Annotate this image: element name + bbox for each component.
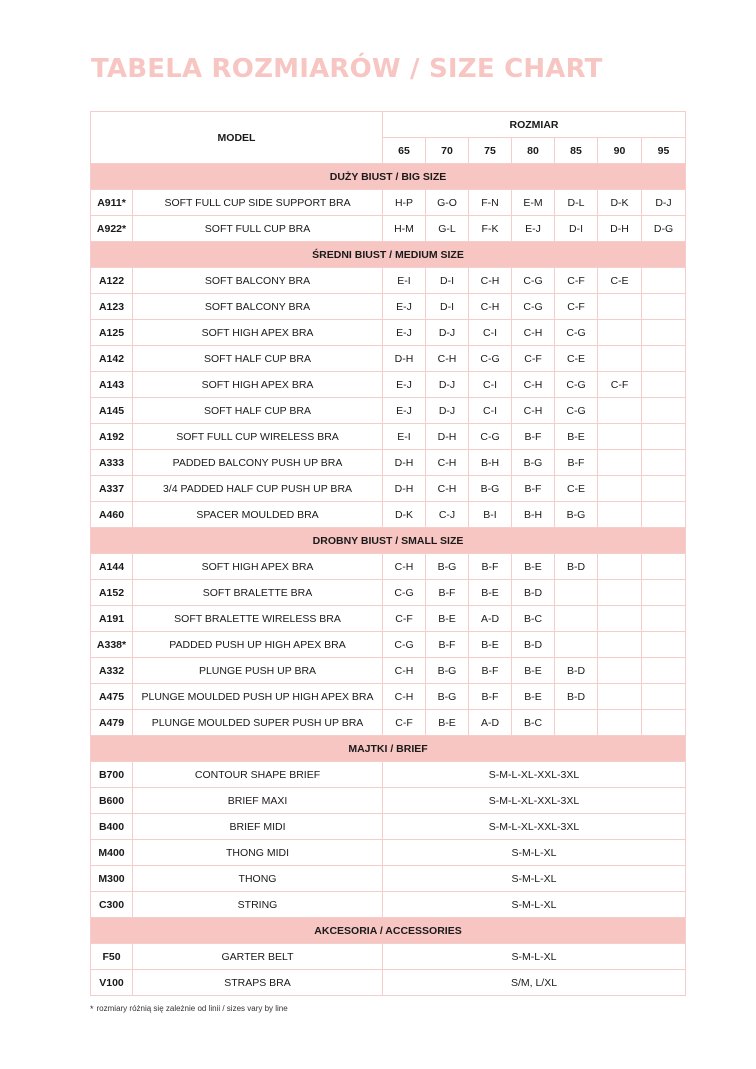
cup-range-cell: D-G — [642, 216, 686, 242]
cup-range-cell — [642, 268, 686, 294]
cup-range-cell: D-H — [383, 346, 426, 372]
cup-range-cell: D-J — [426, 372, 469, 398]
cup-range-cell: C-I — [469, 372, 512, 398]
cup-range-cell — [642, 554, 686, 580]
model-name: SOFT HIGH APEX BRA — [133, 320, 383, 346]
model-code: V100 — [91, 970, 133, 996]
table-row — [91, 710, 686, 736]
cup-range-cell: C-G — [469, 424, 512, 450]
cup-range-cell — [598, 294, 642, 320]
cup-range-cell — [555, 632, 598, 658]
cup-range-cell: B-G — [426, 658, 469, 684]
section-title: AKCESORIA / ACCESSORIES — [91, 918, 686, 944]
size-header-cell: 80 — [512, 138, 555, 164]
table-row — [91, 632, 686, 658]
cup-range-cell: C-G — [383, 632, 426, 658]
cup-range-cell — [598, 580, 642, 606]
cup-range-cell: C-G — [555, 398, 598, 424]
cup-range-cell: B-G — [512, 450, 555, 476]
model-code: A192 — [91, 424, 133, 450]
size-header-cell: 95 — [642, 138, 686, 164]
cup-range-cell: G-L — [426, 216, 469, 242]
table-row — [91, 294, 686, 320]
table-row — [91, 268, 686, 294]
model-code: B400 — [91, 814, 133, 840]
table-row — [91, 814, 686, 840]
model-code: M300 — [91, 866, 133, 892]
size-range-cell: S-M-L-XL-XXL-3XL — [383, 788, 686, 814]
cup-range-cell: D-I — [555, 216, 598, 242]
cup-range-cell: B-D — [512, 632, 555, 658]
cup-range-cell — [598, 554, 642, 580]
model-name: SPACER MOULDED BRA — [133, 502, 383, 528]
cup-range-cell: B-E — [469, 580, 512, 606]
cup-range-cell: C-H — [469, 268, 512, 294]
model-code: A460 — [91, 502, 133, 528]
model-code: A922* — [91, 216, 133, 242]
cup-range-cell: D-I — [426, 294, 469, 320]
cup-range-cell: G-O — [426, 190, 469, 216]
cup-range-cell: H-M — [383, 216, 426, 242]
cup-range-cell: B-F — [426, 580, 469, 606]
model-code: B700 — [91, 762, 133, 788]
cup-range-cell: C-H — [512, 320, 555, 346]
cup-range-cell: C-F — [555, 268, 598, 294]
table-row — [91, 372, 686, 398]
cup-range-cell — [598, 502, 642, 528]
model-name: SOFT HALF CUP BRA — [133, 346, 383, 372]
model-code: A479 — [91, 710, 133, 736]
table-row — [91, 476, 686, 502]
size-header-cell: 65 — [383, 138, 426, 164]
cup-range-cell: B-H — [512, 502, 555, 528]
cup-range-cell: B-F — [512, 424, 555, 450]
cup-range-cell: B-E — [512, 554, 555, 580]
model-code: A123 — [91, 294, 133, 320]
cup-range-cell: C-G — [555, 320, 598, 346]
cup-range-cell: F-K — [469, 216, 512, 242]
model-name: 3/4 PADDED HALF CUP PUSH UP BRA — [133, 476, 383, 502]
section-title: MAJTKI / BRIEF — [91, 736, 686, 762]
cup-range-cell: E-J — [383, 398, 426, 424]
model-code: A338* — [91, 632, 133, 658]
cup-range-cell: B-F — [426, 632, 469, 658]
model-code: A337 — [91, 476, 133, 502]
cup-range-cell — [598, 632, 642, 658]
table-row — [91, 554, 686, 580]
cup-range-cell: D-K — [383, 502, 426, 528]
model-name: BRIEF MAXI — [133, 788, 383, 814]
cup-range-cell — [598, 658, 642, 684]
table-row — [91, 580, 686, 606]
cup-range-cell: C-H — [426, 450, 469, 476]
model-code: A143 — [91, 372, 133, 398]
table-row — [91, 658, 686, 684]
cup-range-cell: B-G — [555, 502, 598, 528]
size-range-cell: S-M-L-XL — [383, 892, 686, 918]
cup-range-cell — [598, 320, 642, 346]
section-title: DROBNY BIUST / SMALL SIZE — [91, 528, 686, 554]
cup-range-cell: B-C — [512, 710, 555, 736]
size-range-cell: S-M-L-XL-XXL-3XL — [383, 814, 686, 840]
model-name: PADDED BALCONY PUSH UP BRA — [133, 450, 383, 476]
model-name: PLUNGE PUSH UP BRA — [133, 658, 383, 684]
section-row — [91, 736, 686, 762]
section-row — [91, 242, 686, 268]
model-header: MODEL — [91, 112, 383, 164]
cup-range-cell: C-I — [469, 398, 512, 424]
cup-range-cell — [555, 606, 598, 632]
table-row — [91, 788, 686, 814]
model-code: A145 — [91, 398, 133, 424]
cup-range-cell: B-E — [426, 710, 469, 736]
cup-range-cell: C-H — [383, 658, 426, 684]
model-name: SOFT BALCONY BRA — [133, 268, 383, 294]
cup-range-cell: C-G — [469, 346, 512, 372]
cup-range-cell — [555, 580, 598, 606]
cup-range-cell: E-J — [383, 320, 426, 346]
table-row — [91, 866, 686, 892]
cup-range-cell — [598, 346, 642, 372]
model-code: A911* — [91, 190, 133, 216]
table-row — [91, 190, 686, 216]
cup-range-cell — [642, 632, 686, 658]
size-range-cell: S/M, L/XL — [383, 970, 686, 996]
model-code: A125 — [91, 320, 133, 346]
cup-range-cell: B-F — [512, 476, 555, 502]
model-name: SOFT BALCONY BRA — [133, 294, 383, 320]
cup-range-cell — [598, 606, 642, 632]
cup-range-cell: C-E — [598, 268, 642, 294]
cup-range-cell: B-C — [512, 606, 555, 632]
cup-range-cell: B-D — [555, 554, 598, 580]
cup-range-cell: B-F — [555, 450, 598, 476]
cup-range-cell: C-H — [426, 476, 469, 502]
cup-range-cell: C-F — [598, 372, 642, 398]
cup-range-cell: B-D — [555, 658, 598, 684]
table-row — [91, 762, 686, 788]
cup-range-cell: C-E — [555, 476, 598, 502]
model-name: PADDED PUSH UP HIGH APEX BRA — [133, 632, 383, 658]
cup-range-cell: B-E — [512, 658, 555, 684]
model-name: SOFT BRALETTE BRA — [133, 580, 383, 606]
model-code: A142 — [91, 346, 133, 372]
table-row — [91, 840, 686, 866]
cup-range-cell — [598, 398, 642, 424]
model-code: A144 — [91, 554, 133, 580]
size-range-cell: S-M-L-XL — [383, 944, 686, 970]
cup-range-cell — [598, 450, 642, 476]
cup-range-cell: B-E — [555, 424, 598, 450]
cup-range-cell — [642, 580, 686, 606]
cup-range-cell: E-J — [512, 216, 555, 242]
model-name: SOFT HIGH APEX BRA — [133, 554, 383, 580]
section-title: DUŻY BIUST / BIG SIZE — [91, 164, 686, 190]
cup-range-cell: H-P — [383, 190, 426, 216]
model-name: PLUNGE MOULDED SUPER PUSH UP BRA — [133, 710, 383, 736]
cup-range-cell: C-H — [383, 554, 426, 580]
model-code: M400 — [91, 840, 133, 866]
cup-range-cell: B-E — [469, 632, 512, 658]
cup-range-cell — [598, 424, 642, 450]
cup-range-cell: E-I — [383, 268, 426, 294]
cup-range-cell — [642, 606, 686, 632]
cup-range-cell: C-H — [426, 346, 469, 372]
section-title: ŚREDNI BIUST / MEDIUM SIZE — [91, 242, 686, 268]
cup-range-cell: C-G — [512, 294, 555, 320]
cup-range-cell: C-G — [555, 372, 598, 398]
cup-range-cell: D-H — [383, 476, 426, 502]
table-row — [91, 346, 686, 372]
cup-range-cell: D-H — [383, 450, 426, 476]
cup-range-cell: C-F — [512, 346, 555, 372]
cup-range-cell: B-D — [555, 684, 598, 710]
model-name: SOFT FULL CUP SIDE SUPPORT BRA — [133, 190, 383, 216]
cup-range-cell: C-G — [512, 268, 555, 294]
size-range-cell: S-M-L-XL — [383, 866, 686, 892]
cup-range-cell: D-J — [426, 320, 469, 346]
cup-range-cell: B-F — [469, 684, 512, 710]
cup-range-cell: C-H — [383, 684, 426, 710]
cup-range-cell: A-D — [469, 710, 512, 736]
cup-range-cell: F-N — [469, 190, 512, 216]
model-name: STRAPS BRA — [133, 970, 383, 996]
footnote-marker: * — [90, 1004, 94, 1014]
cup-range-cell — [642, 710, 686, 736]
cup-range-cell: C-H — [469, 294, 512, 320]
model-name: SOFT HALF CUP BRA — [133, 398, 383, 424]
cup-range-cell — [642, 476, 686, 502]
cup-range-cell: B-E — [426, 606, 469, 632]
cup-range-cell: A-D — [469, 606, 512, 632]
model-code: A475 — [91, 684, 133, 710]
cup-range-cell — [598, 476, 642, 502]
cup-range-cell: E-J — [383, 372, 426, 398]
page-title: TABELA ROZMIARÓW / SIZE CHART — [91, 54, 603, 84]
table-row — [91, 606, 686, 632]
cup-range-cell — [642, 294, 686, 320]
model-name: SOFT BRALETTE WIRELESS BRA — [133, 606, 383, 632]
cup-range-cell: B-G — [426, 554, 469, 580]
cup-range-cell: C-F — [383, 606, 426, 632]
model-code: A122 — [91, 268, 133, 294]
cup-range-cell — [642, 398, 686, 424]
cup-range-cell: B-E — [512, 684, 555, 710]
size-header-cell: 75 — [469, 138, 512, 164]
size-range-cell: S-M-L-XL-XXL-3XL — [383, 762, 686, 788]
section-row — [91, 918, 686, 944]
cup-range-cell — [642, 372, 686, 398]
cup-range-cell: D-J — [642, 190, 686, 216]
table-row — [91, 424, 686, 450]
cup-range-cell: D-H — [598, 216, 642, 242]
cup-range-cell: C-H — [512, 398, 555, 424]
rozmiar-header: ROZMIAR — [383, 112, 686, 138]
cup-range-cell: E-I — [383, 424, 426, 450]
cup-range-cell — [642, 450, 686, 476]
model-name: SOFT FULL CUP BRA — [133, 216, 383, 242]
cup-range-cell: C-G — [383, 580, 426, 606]
cup-range-cell: B-G — [469, 476, 512, 502]
cup-range-cell: C-E — [555, 346, 598, 372]
cup-range-cell — [598, 710, 642, 736]
table-row — [91, 944, 686, 970]
table-row — [91, 450, 686, 476]
size-chart-table — [90, 111, 686, 996]
cup-range-cell: D-I — [426, 268, 469, 294]
cup-range-cell: E-J — [383, 294, 426, 320]
cup-range-cell: E-M — [512, 190, 555, 216]
model-name: CONTOUR SHAPE BRIEF — [133, 762, 383, 788]
cup-range-cell: D-K — [598, 190, 642, 216]
model-code: C300 — [91, 892, 133, 918]
cup-range-cell: C-F — [383, 710, 426, 736]
model-name: THONG — [133, 866, 383, 892]
table-row — [91, 502, 686, 528]
cup-range-cell — [555, 710, 598, 736]
table-row — [91, 398, 686, 424]
cup-range-cell: B-F — [469, 658, 512, 684]
model-code: A191 — [91, 606, 133, 632]
size-header-cell: 70 — [426, 138, 469, 164]
footnote — [90, 1004, 288, 1014]
table-row — [91, 970, 686, 996]
cup-range-cell: C-I — [469, 320, 512, 346]
cup-range-cell — [642, 346, 686, 372]
model-code: A332 — [91, 658, 133, 684]
table-row — [91, 320, 686, 346]
cup-range-cell — [642, 658, 686, 684]
cup-range-cell — [642, 320, 686, 346]
model-code: B600 — [91, 788, 133, 814]
cup-range-cell: C-H — [512, 372, 555, 398]
model-name: BRIEF MIDI — [133, 814, 383, 840]
cup-range-cell: D-L — [555, 190, 598, 216]
cup-range-cell: C-J — [426, 502, 469, 528]
cup-range-cell: B-F — [469, 554, 512, 580]
model-name: SOFT HIGH APEX BRA — [133, 372, 383, 398]
cup-range-cell — [642, 502, 686, 528]
model-code: A152 — [91, 580, 133, 606]
cup-range-cell: B-H — [469, 450, 512, 476]
cup-range-cell: B-D — [512, 580, 555, 606]
cup-range-cell: B-I — [469, 502, 512, 528]
cup-range-cell — [642, 684, 686, 710]
cup-range-cell: D-J — [426, 398, 469, 424]
model-name: SOFT FULL CUP WIRELESS BRA — [133, 424, 383, 450]
size-header-cell: 85 — [555, 138, 598, 164]
cup-range-cell: D-H — [426, 424, 469, 450]
section-row — [91, 528, 686, 554]
cup-range-cell — [598, 684, 642, 710]
model-code: A333 — [91, 450, 133, 476]
table-row — [91, 216, 686, 242]
model-name: GARTER BELT — [133, 944, 383, 970]
table-body — [91, 164, 686, 996]
model-code: F50 — [91, 944, 133, 970]
model-name: STRING — [133, 892, 383, 918]
size-range-cell: S-M-L-XL — [383, 840, 686, 866]
model-name: PLUNGE MOULDED PUSH UP HIGH APEX BRA — [133, 684, 383, 710]
cup-range-cell: C-F — [555, 294, 598, 320]
footnote-text: rozmiary różnią się zależnie od linii / sizes vary by line — [96, 1004, 288, 1013]
cup-range-cell — [642, 424, 686, 450]
size-header-cell: 90 — [598, 138, 642, 164]
cup-range-cell: B-G — [426, 684, 469, 710]
table-row — [91, 684, 686, 710]
section-row — [91, 164, 686, 190]
table-row — [91, 892, 686, 918]
model-name: THONG MIDI — [133, 840, 383, 866]
